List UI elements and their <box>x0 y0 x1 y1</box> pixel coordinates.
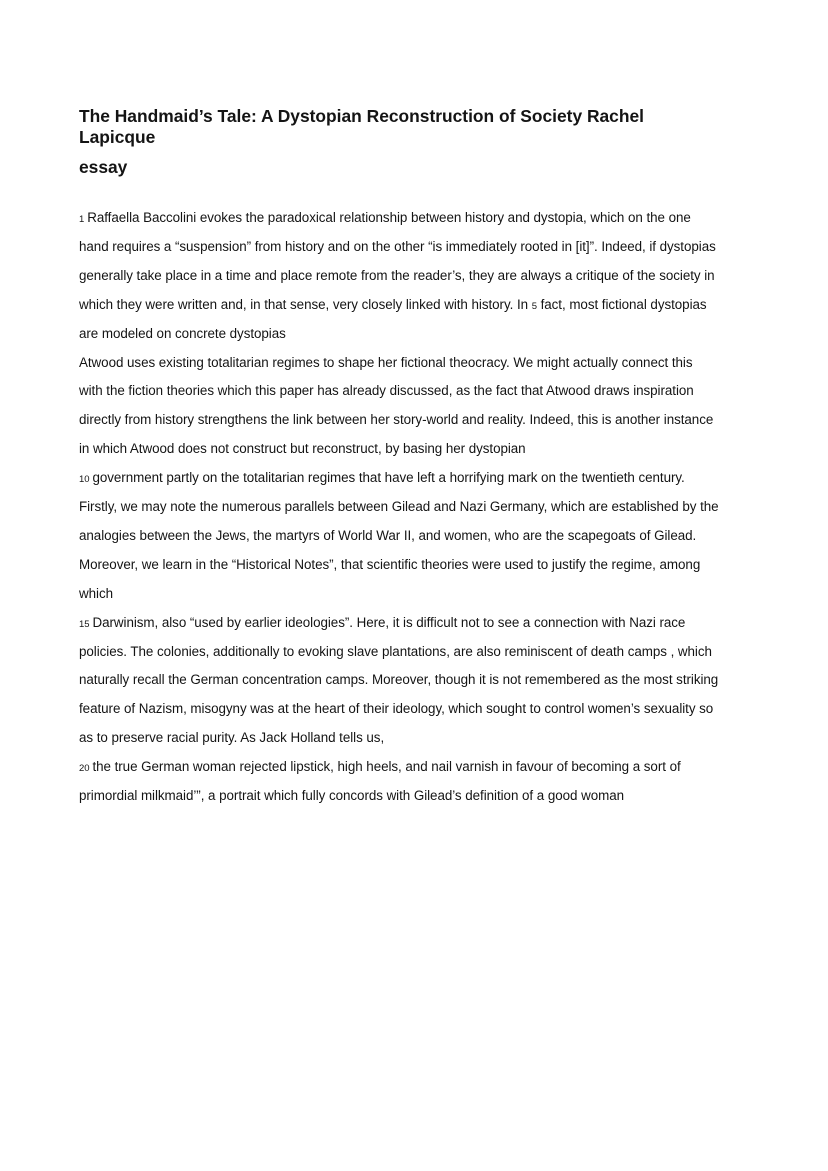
line-text: fact, most fictional dystopias <box>540 296 707 312</box>
line-number: 5 <box>531 300 537 312</box>
line-text: Moreover, we learn in the “Historical Notes”, that scientific theories were used to justify the regime, among <box>79 556 701 572</box>
line-text: with the fiction theories which this paper has already discussed, as the fact that Atwood draws inspiration <box>79 383 694 399</box>
text-line <box>79 584 113 604</box>
text-line <box>79 670 718 690</box>
line-text: Raffaella Baccolini evokes the paradoxical relationship between history and dystopia, which on the one <box>87 210 691 225</box>
text-line <box>79 728 384 748</box>
text-line <box>79 381 694 401</box>
line-number: 10 <box>79 474 90 486</box>
text-line <box>79 439 526 459</box>
text-line <box>79 642 712 662</box>
line-text: primordial milkmaid’”, a portrait which fully concords with Gilead’s definition of a good woman <box>79 788 625 803</box>
line-text: hand requires a “suspension” from history and on the other “is immediately rooted in [it]”. Indeed, if dystopias <box>79 238 716 254</box>
line-text: which they were written and, in that sense, very closely linked with history. In <box>79 296 529 312</box>
text-line <box>79 786 624 806</box>
text-line <box>79 468 685 488</box>
text-line <box>79 555 700 575</box>
text-line <box>79 208 691 228</box>
text-line <box>79 699 713 719</box>
text-line <box>79 757 681 777</box>
line-text: analogies between the Jews, the martyrs of World War II, and women, who are the scapegoats of Gilead. <box>79 527 697 543</box>
text-line <box>79 324 286 344</box>
line-text: Firstly, we may note the numerous parallels between Gilead and Nazi Germany, which are established by the <box>79 499 719 514</box>
text-line <box>79 497 719 517</box>
line-number: 15 <box>79 618 90 630</box>
line-text: the true German woman rejected lipstick, high heels, and nail varnish in favour of becoming a sort of <box>92 759 681 775</box>
line-text: which <box>79 585 113 601</box>
line-text: generally take place in a time and place remote from the reader’s, they are always a critique of the society in <box>79 267 715 283</box>
text-line <box>79 526 696 546</box>
text-line <box>79 613 685 633</box>
line-text: feature of Nazism, misogyny was at the heart of their ideology, which sought to control women’s sexuality so <box>79 701 714 717</box>
document-title: The Handmaid’s Tale: A Dystopian Reconstruction of Society Rachel Lapicque <box>79 106 644 147</box>
text-line <box>79 295 707 315</box>
line-number: 1 <box>79 214 85 225</box>
line-text: policies. The colonies, additionally to evoking slave plantations, are also reminiscent of death camps , which <box>79 643 712 659</box>
text-line <box>79 353 692 373</box>
line-text: in which Atwood does not construct but reconstruct, by basing her dystopian <box>79 441 526 457</box>
line-text: directly from history strengthens the link between her story-world and reality. Indeed, this is another instance <box>79 412 714 428</box>
line-text: Darwinism, also “used by earlier ideologies”. Here, it is difficult not to see a connection with Nazi race <box>92 614 686 630</box>
text-line <box>79 266 715 286</box>
line-text: are modeled on concrete dystopias <box>79 325 286 341</box>
line-text: as to preserve racial purity. As Jack Holland tells us, <box>79 730 385 746</box>
document-subtitle: essay <box>79 157 128 177</box>
text-line <box>79 410 713 430</box>
line-text: Atwood uses existing totalitarian regimes to shape her fictional theocracy. We might actually connect this <box>79 354 693 370</box>
line-text: government partly on the totalitarian regimes that have left a horrifying mark on the twentieth century. <box>92 470 685 486</box>
line-text: naturally recall the German concentration camps. Moreover, though it is not remembered as the most striking <box>79 672 719 688</box>
line-number: 20 <box>79 763 90 775</box>
text-line <box>79 237 716 257</box>
